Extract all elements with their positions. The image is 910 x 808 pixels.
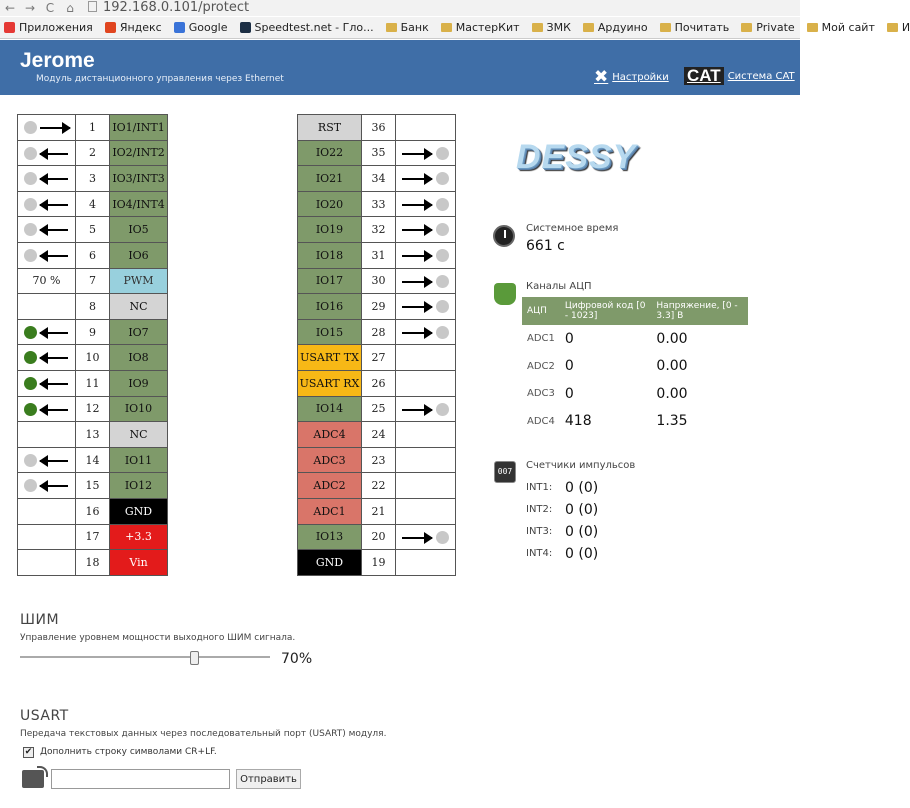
folder-icon [532,23,543,32]
pwm-value: 70% [281,651,313,667]
board-spacer [168,319,298,345]
board-spacer [168,498,298,524]
pin-direction-cell[interactable] [18,319,76,345]
pin-label[interactable]: IO7 [110,319,168,345]
counter-value: 0 (0) [565,546,599,562]
pin-number: 10 [76,345,110,371]
logo: Jerome [20,49,95,72]
pwm-description: Управление уровнем мощности выходного ШИМ сигнала. [20,633,296,643]
pin-direction-cell [18,524,76,550]
pin-label[interactable]: IO9 [110,370,168,396]
usart-title: USART [20,708,69,724]
pin-direction-cell [396,498,456,524]
arrow-right-icon [40,127,70,129]
bookmark-item[interactable] [240,21,374,34]
pin-label[interactable]: IO6 [110,242,168,268]
page-header [0,40,800,95]
arrow-left-icon [40,485,68,487]
pin-direction-cell [396,422,456,448]
pwm-slider-thumb[interactable] [190,651,199,665]
system-time-value: 661 с [526,238,565,254]
bookmark-item[interactable] [386,21,429,34]
pin-label[interactable]: IO20 [298,191,362,217]
bookmark-label: Банк [400,21,429,34]
pin-direction-cell[interactable] [18,166,76,192]
arrow-right-icon [402,178,432,180]
pin-state-icon[interactable] [24,326,37,339]
arrow-left-icon [40,153,68,155]
adc-row [522,380,748,408]
pin-label: GND [298,550,362,576]
crlf-checkbox-label: Дополнить строку символами CR+LF. [40,747,217,757]
adc-row [522,353,748,381]
arrow-right-icon [402,153,432,155]
pin-row [18,191,456,217]
pin-row [18,473,456,499]
pin-state-icon[interactable] [24,377,37,390]
board-spacer [168,242,298,268]
pin-direction-cell [18,422,76,448]
pin-direction-cell[interactable] [18,473,76,499]
pin-direction-cell[interactable] [396,524,456,550]
pin-row [18,447,456,473]
bookmark-label: Яндекс [119,21,162,34]
arrow-left-icon [40,255,68,257]
pin-state-icon[interactable] [24,223,37,236]
pin-label[interactable]: IO14 [298,396,362,422]
arrow-left-icon [40,332,68,334]
arrow-left-icon [40,357,68,359]
favicon-icon [174,22,185,33]
adc-volt: 1.35 [656,413,688,430]
arrow-right-icon [402,306,432,308]
pin-number: 22 [362,473,396,499]
pin-label[interactable]: IO18 [298,242,362,268]
adc-row [522,325,748,353]
pin-state-icon[interactable] [436,300,449,313]
settings-link[interactable] [594,67,669,87]
pin-label: NC [110,422,168,448]
adc-volt: 0.00 [656,385,688,402]
pin-label[interactable]: IO16 [298,294,362,320]
pin-number: 31 [362,242,396,268]
bookmark-item[interactable] [887,21,910,34]
pin-state-icon[interactable] [436,326,449,339]
board-spacer [168,447,298,473]
adc-code: 0 [564,330,574,347]
pin-direction-cell [18,550,76,576]
apps-icon [4,22,15,33]
back-icon[interactable]: ← [4,1,16,15]
board-spacer [168,294,298,320]
pin-label: USART RX [298,370,362,396]
bookmark-item[interactable] [741,21,794,34]
pin-direction-cell[interactable] [396,319,456,345]
adc-name: ADC2 [527,360,555,372]
cat-badge: CAT [684,67,724,85]
bookmark-item[interactable] [4,21,93,34]
pin-row [18,422,456,448]
pin-direction-cell[interactable] [18,345,76,371]
board-spacer [168,191,298,217]
pin-direction-cell [396,345,456,371]
pin-direction-cell[interactable] [18,140,76,166]
browser-toolbar [0,0,800,16]
pin-label[interactable]: IO1/INT1 [110,115,168,141]
folder-icon [741,23,752,32]
pin-label[interactable]: IO3/INT3 [110,166,168,192]
pin-direction-cell [396,473,456,499]
bookmark-item[interactable] [583,21,648,34]
pin-row [18,294,456,320]
bookmark-label: МастерКит [455,21,520,34]
arrow-left-icon [40,409,68,411]
pin-number: 23 [362,447,396,473]
board-spacer [168,473,298,499]
pin-direction-cell[interactable] [18,447,76,473]
arrow-left-icon [40,460,68,462]
pin-label[interactable]: IO22 [298,140,362,166]
pin-state-icon[interactable] [24,198,37,211]
pin-number: 27 [362,345,396,371]
pin-direction-cell[interactable] [396,217,456,243]
pwm-slider-track[interactable] [20,656,270,658]
pin-row [18,268,456,294]
pin-row [18,115,456,141]
pin-direction-cell[interactable] [396,140,456,166]
usart-text-input[interactable] [51,769,230,789]
counter-value: 0 (0) [565,524,599,540]
bookmark-item[interactable] [174,21,228,34]
adc-name: ADC4 [527,415,555,427]
tools-icon: ✖ [594,67,609,87]
pin-row [18,550,456,576]
bookmark-item[interactable] [807,21,875,34]
pin-label: GND [110,498,168,524]
adc-column-header: Напряжение, [0 - 3.3] В [651,297,748,325]
arrow-left-icon [40,204,68,206]
folder-icon [441,23,452,32]
bookmark-item[interactable] [105,21,162,34]
pin-number: 13 [76,422,110,448]
arrow-right-icon [402,281,432,283]
pin-state-icon[interactable] [24,121,37,134]
pin-direction-cell [396,447,456,473]
counter-value: 0 (0) [565,480,599,496]
url-text: 192.168.0.101/protect [103,0,250,15]
arrow-left-icon [40,229,68,231]
cat-link-label: Система CAT [727,70,795,82]
pin-label[interactable]: IO4/INT4 [110,191,168,217]
pin-direction-cell [396,550,456,576]
pin-number: 19 [362,550,396,576]
pin-row [18,396,456,422]
pin-label: USART TX [298,345,362,371]
bookmark-label: Ардуино [597,21,648,34]
arrow-right-icon [402,229,432,231]
home-icon[interactable]: ⌂ [66,1,74,15]
adc-table [522,297,748,435]
pin-number: 24 [362,422,396,448]
board-spacer [168,396,298,422]
pin-number: 36 [362,115,396,141]
adc-volt: 0.00 [656,330,688,347]
pin-label: NC [110,294,168,320]
pin-row [18,370,456,396]
bookmark-label: Google [188,21,228,34]
board-spacer [168,115,298,141]
board-spacer [168,140,298,166]
pin-number: 35 [362,140,396,166]
pin-number: 8 [76,294,110,320]
pin-number: 33 [362,191,396,217]
pin-state-icon[interactable] [24,249,37,262]
bookmark-label: Мой сайт [821,21,875,34]
pin-row [18,140,456,166]
board-spacer [168,370,298,396]
pin-state-icon[interactable] [436,249,449,262]
counter-name: INT4: [526,548,553,559]
pin-direction-cell[interactable] [396,166,456,192]
pin-direction-cell [396,115,456,141]
system-time-label: Системное время [526,223,619,234]
pin-number: 29 [362,294,396,320]
reload-icon[interactable]: C [45,1,55,15]
counter-icon: 007 [494,461,516,483]
pin-label[interactable]: IO19 [298,217,362,243]
serial-plug-icon [22,770,44,788]
pin-row [18,217,456,243]
send-button[interactable]: Отправить [236,769,301,789]
pin-label: ADC1 [298,498,362,524]
bookmark-item[interactable] [660,21,730,34]
pin-number: 20 [362,524,396,550]
pin-label[interactable]: IO11 [110,447,168,473]
arrow-right-icon [402,409,432,411]
pin-number: 34 [362,166,396,192]
pin-state-icon[interactable] [24,454,37,467]
adc-volt: 0.00 [656,358,688,375]
pin-number: 2 [76,140,110,166]
pin-number: 28 [362,319,396,345]
folder-icon [583,23,594,32]
board-spacer [168,166,298,192]
bookmark-label: Private [756,21,795,34]
pin-label[interactable]: IO13 [298,524,362,550]
adc-name: ADC1 [527,333,555,345]
pin-label[interactable]: IO12 [110,473,168,499]
pin-direction-cell[interactable] [396,242,456,268]
folder-icon [887,23,898,32]
pin-number: 21 [362,498,396,524]
pin-number: 11 [76,370,110,396]
counter-name: INT2: [526,504,553,515]
arrow-left-icon [40,178,68,180]
pin-label[interactable]: IO2/INT2 [110,140,168,166]
usart-description: Передача текстовых данных через последовательный порт (USART) модуля. [20,729,387,739]
pin-state-icon[interactable] [436,172,449,185]
pin-number: 6 [76,242,110,268]
bookmark-label: И [901,21,910,34]
pin-state-icon[interactable] [436,198,449,211]
adc-row [522,408,748,436]
adc-code: 0 [564,358,574,375]
pin-direction-cell[interactable] [18,396,76,422]
pin-state-icon[interactable] [24,403,37,416]
pin-label: ADC3 [298,447,362,473]
pinout-table [17,114,456,576]
dessy-logo: DESSY [516,138,637,176]
pin-number: 17 [76,524,110,550]
pin-state-icon[interactable] [24,172,37,185]
pin-label: RST [298,115,362,141]
adc-title: Каналы АЦП [526,281,592,292]
cat-system-link[interactable] [684,67,795,85]
pin-number: 1 [76,115,110,141]
pin-direction-cell [18,498,76,524]
pin-direction-cell[interactable] [18,191,76,217]
address-bar[interactable] [88,0,249,16]
bookmark-item[interactable] [532,21,571,34]
arrow-left-icon [40,383,68,385]
pin-direction-cell [18,294,76,320]
bookmark-label: Приложения [19,21,93,34]
pin-row [18,242,456,268]
arrow-right-icon [402,332,432,334]
pin-label[interactable]: PWM [110,268,168,294]
pin-label: Vin [110,550,168,576]
pin-direction-cell[interactable] [396,191,456,217]
pin-row [18,498,456,524]
board-spacer [168,550,298,576]
pin-label[interactable]: IO8 [110,345,168,371]
pwm-title: ШИМ [20,612,60,628]
pin-number: 12 [76,396,110,422]
pin-number: 7 [76,268,110,294]
pin-label[interactable]: IO5 [110,217,168,243]
bookmark-label: ЗМК [546,21,571,34]
adc-column-header: АЦП [522,297,560,325]
pin-label[interactable]: IO15 [298,319,362,345]
crlf-checkbox[interactable]: ✔ [24,747,33,757]
pin-number: 14 [76,447,110,473]
board-spacer [168,524,298,550]
pin-row [18,524,456,550]
pin-number: 15 [76,473,110,499]
pin-number: 5 [76,217,110,243]
pin-number: 9 [76,319,110,345]
adc-code: 0 [564,385,574,402]
board-spacer [168,345,298,371]
pin-state-icon[interactable] [436,531,449,544]
pin-row [18,166,456,192]
arrow-right-icon [402,537,432,539]
pin-state-icon[interactable] [24,479,37,492]
pin-direction-cell[interactable] [396,294,456,320]
pin-direction-cell[interactable] [18,370,76,396]
pin-number: 25 [362,396,396,422]
folder-icon [807,23,818,32]
counter-value: 0 (0) [565,502,599,518]
pin-direction-cell[interactable] [396,268,456,294]
pin-direction-cell[interactable] [18,242,76,268]
pin-state-icon[interactable] [436,275,449,288]
pin-state-icon[interactable] [436,403,449,416]
pin-label: ADC4 [298,422,362,448]
pin-direction-cell[interactable] [18,115,76,141]
pin-state-icon[interactable] [436,223,449,236]
folder-icon [386,23,397,32]
pin-number: 18 [76,550,110,576]
pin-number: 4 [76,191,110,217]
bookmark-item[interactable] [441,21,520,34]
bookmark-label: Speedtest.net - Гло... [254,21,374,34]
board-spacer [168,422,298,448]
pin-label[interactable]: IO10 [110,396,168,422]
counters-title: Счетчики импульсов [526,460,636,471]
pin-label[interactable]: IO17 [298,268,362,294]
pin-state-icon[interactable] [24,351,37,364]
pin-label: +3.3 [110,524,168,550]
pin-row [18,345,456,371]
pin-number: 3 [76,166,110,192]
favicon-icon [105,22,116,33]
pin-label: ADC2 [298,473,362,499]
adc-column-header: Цифровой код [0 - 1023] [560,297,652,325]
clock-icon [493,225,515,247]
settings-link-label: Настройки [612,71,669,83]
pin-number: 16 [76,498,110,524]
pin-label[interactable]: IO21 [298,166,362,192]
header-subtitle: Модуль дистанционного управления через Ethernet [36,74,284,84]
favicon-icon [240,22,251,33]
folder-icon [660,23,671,32]
pin-number: 32 [362,217,396,243]
adc-name: ADC3 [527,388,555,400]
pin-number: 30 [362,268,396,294]
counter-name: INT3: [526,526,553,537]
board-spacer [168,217,298,243]
pin-row [18,319,456,345]
arrow-right-icon [402,255,432,257]
page-icon [88,1,97,12]
adc-icon [494,283,516,305]
pwm-level: 70 % [18,268,76,294]
pin-direction-cell [396,370,456,396]
pin-number: 26 [362,370,396,396]
adc-code: 418 [564,413,592,430]
forward-icon[interactable]: → [24,1,36,15]
pin-state-icon[interactable] [24,147,37,160]
pin-direction-cell[interactable] [396,396,456,422]
pin-state-icon[interactable] [436,147,449,160]
pin-direction-cell[interactable] [18,217,76,243]
counter-name: INT1: [526,482,553,493]
board-spacer [168,268,298,294]
bookmarks-bar [0,17,910,39]
bookmark-label: Почитать [674,21,730,34]
arrow-right-icon [402,204,432,206]
